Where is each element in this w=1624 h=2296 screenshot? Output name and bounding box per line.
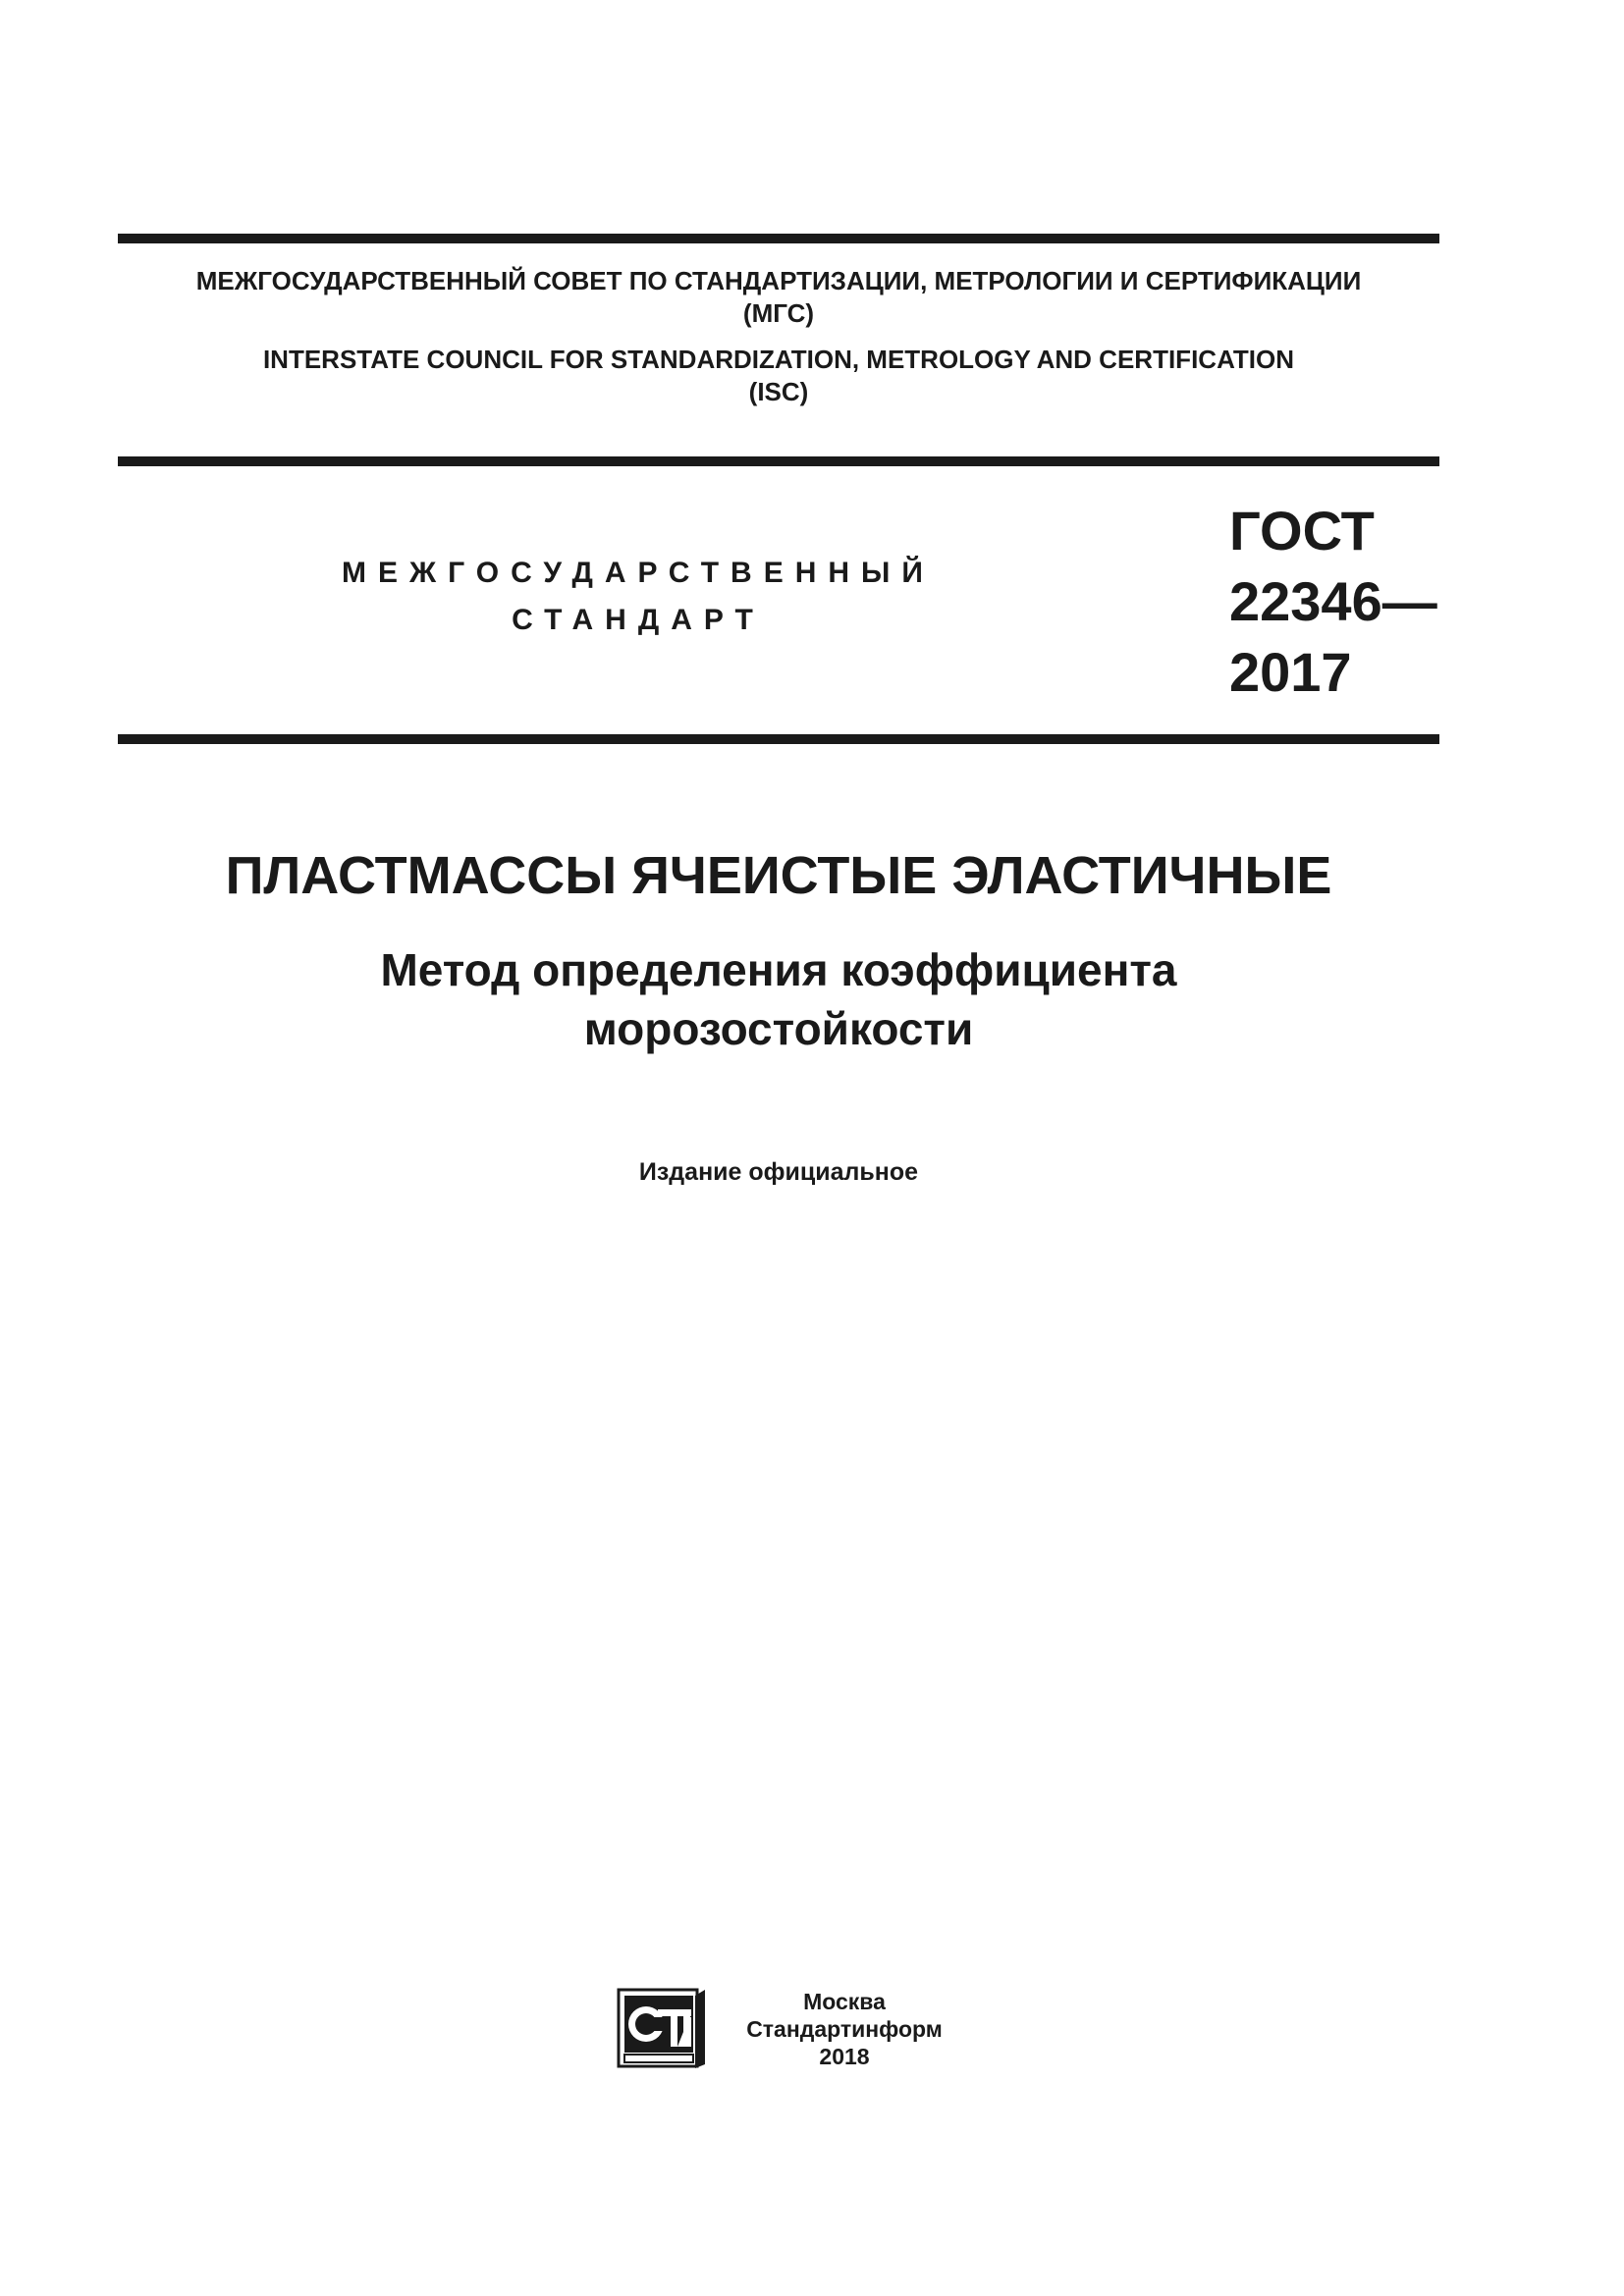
council-name-en-line: INTERSTATE COUNCIL FOR STANDARDIZATION, METROLOGY AND CERTIFICATION (262, 345, 1295, 374)
imprint-publisher: Стандартинформ (746, 2016, 943, 2042)
standard-type-line1: МЕЖГОСУДАРСТВЕННЫЙ (342, 557, 935, 589)
middle-rule (118, 456, 1439, 466)
council-name-ru (118, 265, 1439, 330)
document-subtitle (196, 940, 1361, 1058)
designation-number: 22346— (1229, 570, 1437, 632)
imprint-city: Москва (803, 1989, 886, 2014)
bottom-rule (118, 734, 1439, 744)
standartinform-logo-icon (617, 1988, 707, 2070)
council-abbr-ru: (МГС) (742, 298, 815, 328)
imprint (727, 1988, 962, 2070)
document-subtitle-line1: Метод определения коэффициента (380, 944, 1177, 995)
standard-type-line2: СТАНДАРТ (512, 604, 765, 636)
document-subtitle-line2: морозостойкости (583, 1003, 974, 1054)
edition-label: Издание официальное (638, 1158, 919, 1186)
document-title: ПЛАСТМАССЫ ЯЧЕИСТЫЕ ЭЛАСТИЧНЫЕ (225, 846, 1332, 905)
standard-type (295, 550, 982, 644)
designation-prefix: ГОСТ (1229, 500, 1375, 561)
council-abbr-en: (ISC) (748, 377, 809, 406)
standard-designation (1229, 496, 1437, 708)
council-name-ru-line: МЕЖГОСУДАРСТВЕННЫЙ СОВЕТ ПО СТАНДАРТИЗАЦИИ, МЕТРОЛОГИИ И СЕРТИФИКАЦИИ (195, 266, 1362, 295)
imprint-year: 2018 (819, 2044, 870, 2069)
top-rule (118, 234, 1439, 243)
designation-year: 2017 (1229, 641, 1352, 703)
council-name-en (118, 344, 1439, 408)
